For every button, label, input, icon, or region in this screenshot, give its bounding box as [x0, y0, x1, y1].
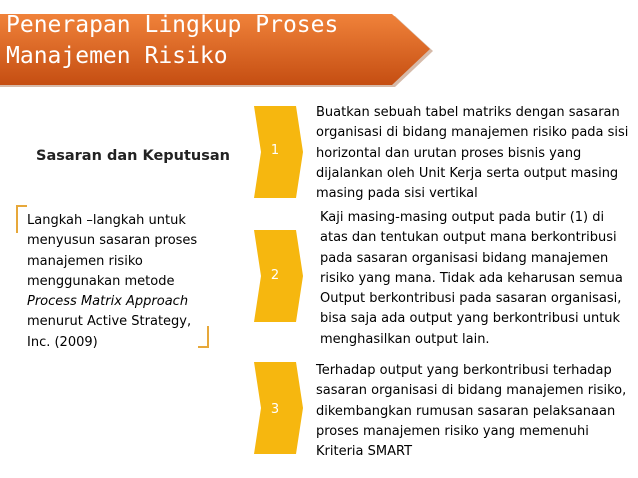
step-3-description: [316, 361, 626, 462]
note-line-3: manajemen risiko: [27, 253, 143, 269]
step-3-line-1: Terhadap output yang berkontribusi terhadap: [316, 363, 612, 378]
step-1-number: 1: [270, 143, 280, 158]
step-3-line-2: sasaran organisasi di bidang manajemen risiko,: [316, 383, 627, 399]
step-2-description: [320, 208, 623, 350]
step-2-line-4: risiko yang mana. Tidak ada keharusan semua: [320, 270, 623, 286]
note-line-4: menggunakan metode: [27, 273, 175, 289]
step-1-line-1: Buatkan sebuah tabel matriks dengan sasaran: [316, 105, 620, 120]
step-1-line-3: horizontal dan urutan proses bisnis yang: [316, 145, 582, 161]
step-1-line-2: organisasi di bidang manajemen risiko pada sisi: [316, 125, 629, 141]
step-3-line-3: dikembangkan rumusan sasaran pelaksanaan: [316, 403, 616, 419]
step-1-line-5: masing pada sisi vertikal: [316, 186, 478, 202]
step-2-line-5: Output berkontribusi pada sasaran organisasi,: [320, 291, 622, 307]
step-3-line-4: proses manajemen risiko yang memenuhi: [316, 423, 589, 439]
page-title-line-1: Penerapan Lingkup Proses: [6, 12, 339, 38]
step-1-line-4: dijalankan oleh Unit Kerja serta output masing: [316, 165, 619, 181]
page-title: [6, 10, 386, 72]
note-line-7: Inc. (2009): [27, 334, 98, 350]
corner-bracket-bottom-right: [198, 326, 209, 348]
step-2-line-3: pada sasaran organisasi bidang manajemen: [320, 250, 609, 266]
note-line-5-method: Process Matrix Approach: [27, 294, 189, 310]
step-3-number: 3: [270, 402, 280, 417]
note-line-2: menyusun sasaran proses: [27, 233, 198, 249]
subtitle: Sasaran dan Keputusan: [36, 148, 230, 164]
step-2-line-1: Kaji masing-masing output pada butir (1) di: [320, 210, 605, 225]
note-line-1: Langkah –langkah untuk: [27, 213, 186, 228]
step-2-line-6: bisa saja ada output yang berkontribusi untuk: [320, 311, 621, 327]
step-1-description: [316, 103, 628, 204]
step-3-line-5: Kriteria SMART: [316, 444, 413, 460]
method-note: [27, 211, 212, 353]
step-2-line-7: menghasilkan output lain.: [320, 331, 490, 347]
corner-bracket-top-left: [16, 205, 27, 233]
step-2-line-2: atas dan tentukan output mana berkontribusi: [320, 230, 617, 246]
page-title-line-2: Manajemen Risiko: [6, 43, 228, 69]
step-2-number: 2: [270, 268, 280, 283]
note-line-6: menurut Active Strategy,: [27, 314, 192, 330]
